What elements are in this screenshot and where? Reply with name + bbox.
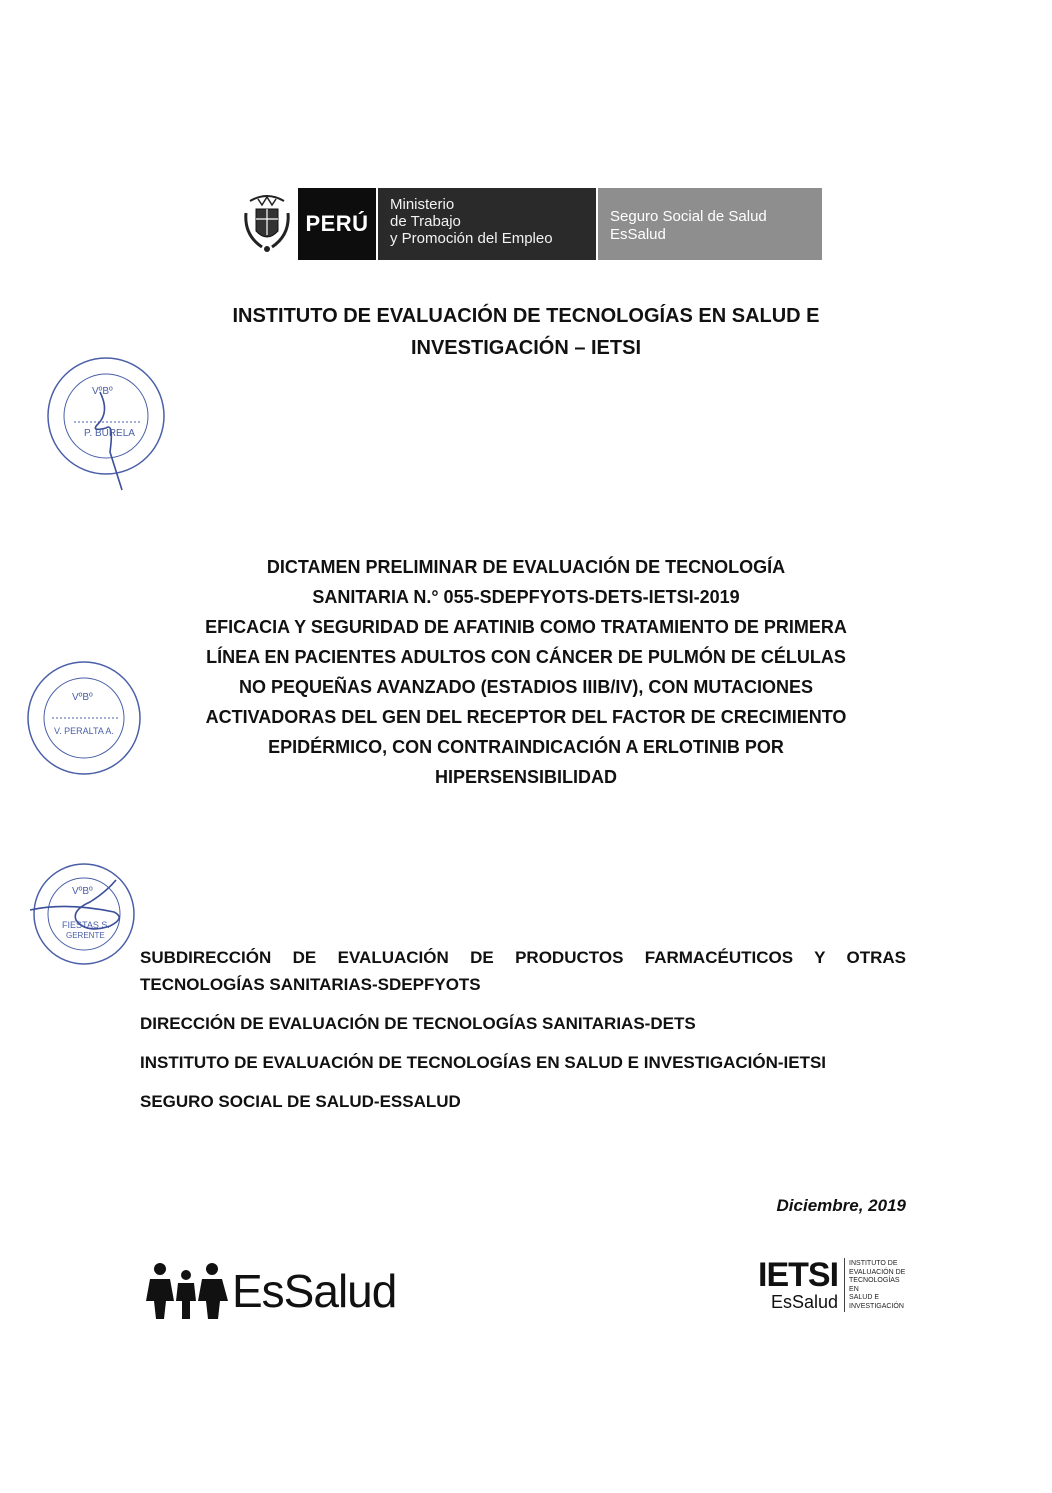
dictamen-line: ACTIVADORAS DEL GEN DEL RECEPTOR DEL FACTOR DE CRECIMIENTO xyxy=(205,707,847,727)
ministerio-block xyxy=(376,188,596,260)
ietsi-logo-text: IETSI xyxy=(758,1256,839,1294)
ietsi-desc-line: EVALUACIÓN DE xyxy=(849,1268,906,1276)
essalud-logo-text: EsSalud xyxy=(232,1265,397,1317)
dictamen-line: EFICACIA Y SEGURIDAD DE AFATINIB COMO TRATAMIENTO DE PRIMERA xyxy=(205,617,847,637)
dictamen-line: SANITARIA N.° 055-SDEPFYOTS-DETS-IETSI-2019 xyxy=(312,587,740,607)
ministerio-line: de Trabajo xyxy=(390,213,461,230)
ministerio-line: Ministerio xyxy=(390,196,455,213)
stamp-vb-text: VºBº xyxy=(92,386,113,397)
stamp-name-text: FIESTAS S. xyxy=(62,920,110,930)
institute-title-line: INSTITUTO DE EVALUACIÓN DE TECNOLOGÍAS EN SALUD E xyxy=(232,305,820,327)
institute-title-line: INVESTIGACIÓN – IETSI xyxy=(410,337,642,359)
peru-coat-of-arms-icon xyxy=(236,186,298,262)
ietsi-desc-line: TECNOLOGÍAS EN xyxy=(849,1277,900,1293)
ministerio-line: y Promoción del Empleo xyxy=(390,230,553,247)
dictamen-line: LÍNEA EN PACIENTES ADULTOS CON CÁNCER DE PULMÓN DE CÉLULAS xyxy=(206,647,846,667)
seguro-block xyxy=(596,188,822,260)
stamp-burela-icon xyxy=(40,352,180,492)
essalud-family-icon xyxy=(146,1261,228,1321)
ietsi-desc-line: INVESTIGACIÓN xyxy=(849,1302,904,1310)
subdirections-block xyxy=(140,944,906,1127)
dictamen-title xyxy=(120,552,932,792)
dictamen-line: EPIDÉRMICO, CON CONTRAINDICACIÓN A ERLOTINIB POR xyxy=(268,737,784,757)
seguro-line: EsSalud xyxy=(610,226,666,243)
stamp-name-text: V. PERALTA A. xyxy=(54,726,114,736)
seguro-line: Seguro Social de Salud xyxy=(610,208,767,225)
stamp-vb-text: VºBº xyxy=(72,692,93,703)
ietsi-logo-description xyxy=(845,1258,911,1312)
stamp-name-text: P. BURELA xyxy=(84,428,135,439)
header-banner xyxy=(236,186,838,262)
ietsi-desc-line: INSTITUTO DE xyxy=(849,1260,898,1267)
dictamen-line: NO PEQUEÑAS AVANZADO (ESTADIOS IIIB/IV), CON MUTACIONES xyxy=(238,677,814,697)
subdirection-item: SEGURO SOCIAL DE SALUD-ESSALUD xyxy=(140,1092,461,1111)
stamp-fiestas-icon xyxy=(26,862,146,972)
dictamen-line: HIPERSENSIBILIDAD xyxy=(434,767,618,787)
peru-label: PERÚ xyxy=(298,188,376,260)
subdirection-item: SUBDIRECCIÓN DE EVALUACIÓN DE PRODUCTOS FARMACÉUTICOS Y OTRAS TECNOLOGÍAS SANITARIAS-SDEPFYOTS xyxy=(140,948,906,994)
document-date: Diciembre, 2019 xyxy=(776,1196,906,1215)
ietsi-desc-line: SALUD E xyxy=(849,1294,879,1301)
ietsi-logo-main xyxy=(758,1258,845,1312)
ietsi-logo xyxy=(758,1258,911,1312)
subdirection-item: INSTITUTO DE EVALUACIÓN DE TECNOLOGÍAS EN SALUD E INVESTIGACIÓN-IETSI xyxy=(140,1053,827,1072)
essalud-logo xyxy=(146,1256,396,1326)
stamp-sub-text: GERENTE xyxy=(66,931,105,940)
dictamen-line: DICTAMEN PRELIMINAR DE EVALUACIÓN DE TECNOLOGÍA xyxy=(266,557,786,577)
stamp-vb-text: VºBº xyxy=(72,886,93,897)
subdirection-item: DIRECCIÓN DE EVALUACIÓN DE TECNOLOGÍAS SANITARIAS-DETS xyxy=(140,1014,696,1033)
ietsi-logo-subtext: EsSalud xyxy=(770,1292,839,1312)
institute-title xyxy=(130,300,922,364)
stamp-peralta-icon xyxy=(22,656,152,786)
